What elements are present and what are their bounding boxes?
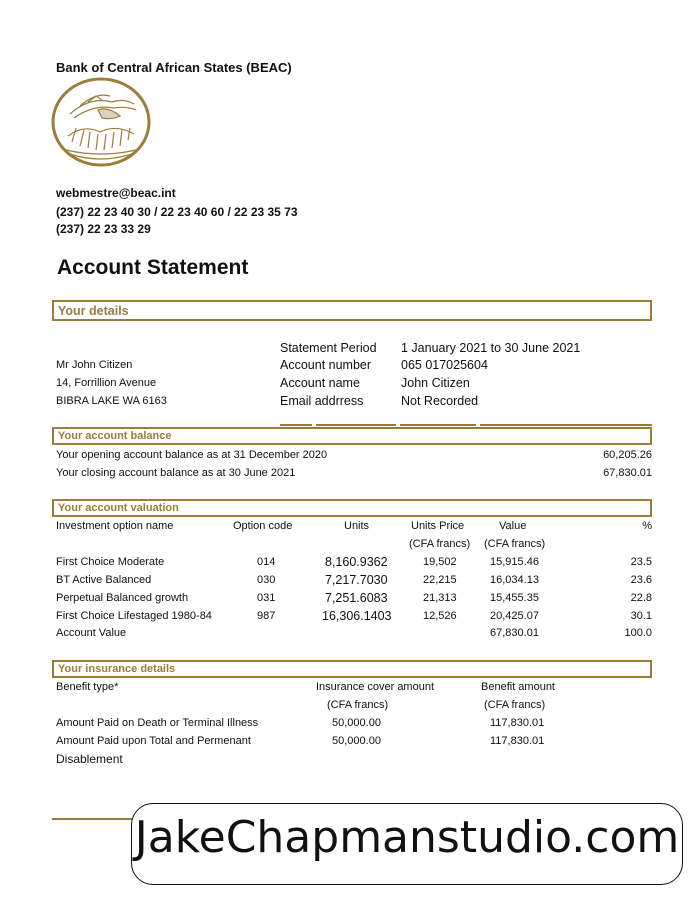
col-units-price-sub: (CFA francs) — [409, 538, 471, 550]
account-name-value: John Citizen — [401, 376, 470, 390]
account-name-label: Account name — [280, 376, 360, 390]
valuation-row-pct: 30.1 — [630, 610, 652, 622]
valuation-row-price: 21,313 — [423, 592, 457, 604]
opening-balance-value: 60,205.26 — [603, 449, 652, 461]
valuation-row-value: 15,915.46 — [490, 556, 539, 568]
bank-name: Bank of Central African States (BEAC) — [56, 60, 292, 75]
account-number-value: 065 017025604 — [401, 358, 488, 372]
statement-period-label: Statement Period — [280, 341, 377, 355]
col-benefit-type: Benefit type* — [56, 681, 119, 693]
customer-name: Mr John Citizen — [56, 359, 133, 371]
insurance-row-label-cont: Disablement — [56, 752, 123, 766]
divider-segment — [400, 424, 476, 426]
balance-section-header — [52, 427, 652, 445]
valuation-row-value: 15,455.35 — [490, 592, 539, 604]
valuation-row-name: First Choice Moderate — [56, 556, 165, 568]
watermark-text: JakeChapmanstudio.com — [134, 812, 680, 863]
balance-heading: Your account balance — [58, 430, 172, 442]
closing-balance-label: Your closing account balance as at 30 June 2021 — [56, 467, 296, 479]
watermark-banner — [131, 803, 683, 885]
valuation-row-units: 7,251.6083 — [325, 591, 388, 605]
valuation-row-price: 12,526 — [423, 610, 457, 622]
statement-period-value: 1 January 2021 to 30 June 2021 — [401, 341, 581, 355]
col-value: Value — [499, 520, 527, 532]
col-percent: % — [642, 520, 652, 532]
valuation-heading: Your account valuation — [58, 502, 179, 514]
footer-divider — [52, 818, 142, 820]
col-option-name: Investment option name — [56, 520, 174, 532]
valuation-row-units: 7,217.7030 — [325, 573, 388, 587]
account-value-pct: 100.0 — [624, 627, 652, 639]
valuation-row-value: 20,425.07 — [490, 610, 539, 622]
col-benefit-amount-sub: (CFA francs) — [484, 699, 546, 711]
details-section-header — [52, 300, 652, 321]
valuation-row-price: 19,502 — [423, 556, 457, 568]
valuation-row-pct: 23.5 — [630, 556, 652, 568]
closing-balance-value: 67,830.01 — [603, 467, 652, 479]
opening-balance-label: Your opening account balance as at 31 December 2020 — [56, 449, 328, 461]
valuation-row-price: 22,215 — [423, 574, 457, 586]
insurance-row-label: Amount Paid upon Total and Permenant — [56, 735, 251, 747]
col-units-price: Units Price — [411, 520, 465, 532]
valuation-row-units: 16,306.1403 — [322, 609, 392, 623]
valuation-row-code: 030 — [257, 574, 276, 586]
insurance-heading: Your insurance details — [58, 663, 176, 675]
contact-phone-2: (237) 22 23 33 29 — [56, 222, 151, 236]
valuation-row-name: First Choice Lifestaged 1980-84 — [56, 610, 212, 622]
account-value-total: 67,830.01 — [490, 627, 539, 639]
insurance-row-amount: 117,830.01 — [490, 735, 545, 747]
account-number-label: Account number — [280, 358, 372, 372]
col-option-code: Option code — [233, 520, 293, 532]
account-value-label: Account Value — [56, 627, 127, 639]
contact-phone-1: (237) 22 23 40 30 / 22 23 40 60 / 22 23 35 73 — [56, 205, 298, 219]
contact-email: webmestre@beac.int — [56, 186, 176, 200]
col-benefit-amount: Benefit amount — [481, 681, 555, 693]
address-line-2: BIBRA LAKE WA 6163 — [56, 395, 167, 407]
valuation-row-code: 987 — [257, 610, 276, 622]
page-title: Account Statement — [57, 256, 249, 279]
divider-segment — [280, 424, 312, 426]
col-insurance-cover-sub: (CFA francs) — [327, 699, 389, 711]
email-label: Email addrress — [280, 394, 364, 408]
valuation-section-header — [52, 499, 652, 517]
bird-emblem-logo — [50, 76, 152, 168]
valuation-row-name: Perpetual Balanced growth — [56, 592, 189, 604]
valuation-row-pct: 23.6 — [630, 574, 652, 586]
details-heading: Your details — [58, 304, 129, 318]
email-value: Not Recorded — [401, 394, 479, 408]
valuation-row-code: 014 — [257, 556, 276, 568]
insurance-row-label: Amount Paid on Death or Terminal Illness — [56, 717, 259, 729]
col-value-sub: (CFA francs) — [484, 538, 546, 550]
valuation-row-name: BT Active Balanced — [56, 574, 152, 586]
valuation-row-pct: 22.8 — [630, 592, 652, 604]
col-units: Units — [344, 520, 370, 532]
insurance-row-amount: 117,830.01 — [490, 717, 545, 729]
insurance-section-header — [52, 660, 652, 678]
valuation-row-value: 16,034.13 — [490, 574, 539, 586]
insurance-row-cover: 50,000.00 — [332, 717, 381, 729]
address-line-1: 14, Forrillion Avenue — [56, 377, 157, 389]
valuation-row-code: 031 — [257, 592, 276, 604]
divider-segment — [480, 424, 652, 426]
valuation-row-units: 8,160.9362 — [325, 555, 388, 569]
insurance-row-cover: 50,000.00 — [332, 735, 381, 747]
divider-segment — [316, 424, 396, 426]
col-insurance-cover: Insurance cover amount — [316, 681, 435, 693]
